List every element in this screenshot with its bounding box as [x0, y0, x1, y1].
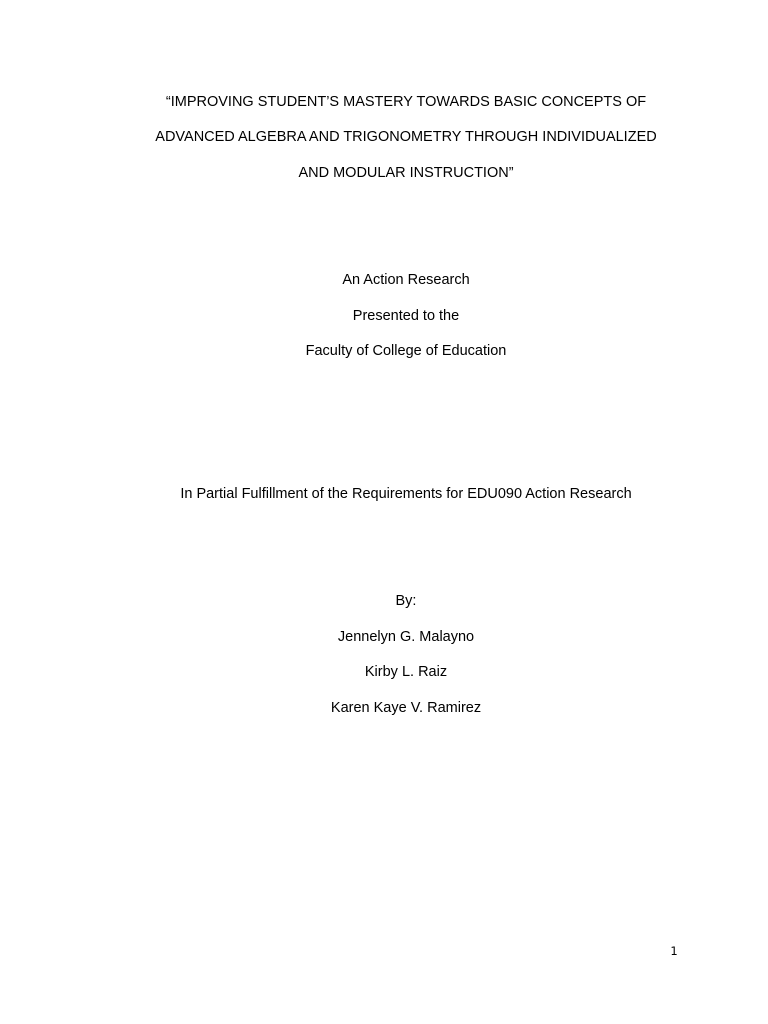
subtitle-line-1: An Action Research [342, 272, 470, 288]
fulfillment-statement: In Partial Fulfillment of the Requirements for EDU090 Action Research [180, 486, 632, 502]
title-line-2: ADVANCED ALGEBRA AND TRIGONOMETRY THROUGH INDIVIDUALIZED [155, 129, 657, 145]
page-number: 1 [670, 944, 678, 958]
by-label: By: [395, 593, 417, 609]
subtitle-line-2: Presented to the [352, 308, 460, 324]
author-name-1: Jennelyn G. Malayno [337, 629, 475, 645]
subtitle-line-3: Faculty of College of Education [305, 343, 507, 359]
title-line-1: “IMPROVING STUDENT’S MASTERY TOWARDS BASIC CONCEPTS OF [165, 94, 647, 110]
author-name-3: Karen Kaye V. Ramirez [330, 700, 482, 716]
author-name-2: Kirby L. Raiz [364, 664, 448, 680]
title-line-3: AND MODULAR INSTRUCTION” [298, 165, 514, 181]
